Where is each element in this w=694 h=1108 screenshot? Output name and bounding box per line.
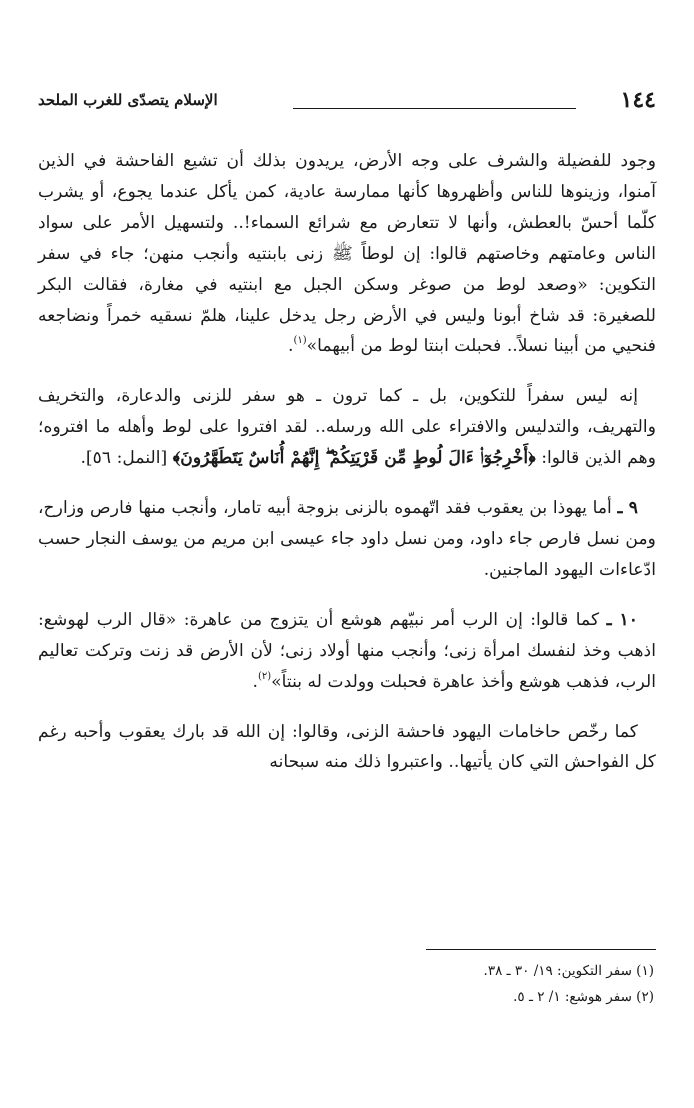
header-rule [293, 108, 576, 109]
body-text [38, 146, 656, 778]
numbered-paragraph [38, 605, 656, 698]
paragraph-text: وجود للفضيلة والشرف على وجه الأرض، يريدون بذلك أن تشيع الفاحشة في الذين آمنوا، وزينوها للناس وأظهروها كأنها ممارسة عادية، كمن يأكل عندما يجوع، أو يشرب كلّما أحسّ بالعطش، وأنها لا تتعارض مع شرائع السماء!.. ولتسهيل الأمر على سواد الناس وعامتهم وخاصتهم قالوا: إن لوطاً ﷺ زنى بابنتيه وأنجب منهن؛ جاء في سفر التكوين: «وصعد لوط من صوغر وسكن الجبل مع ابنتيه في مغارة، فقالت البكر للصغيرة: قد شاخ أبونا وليس في الأرض رجل يدخل علينا، هلمّ نسقيه خمراً ونضاجعه فنحيي من أبينا نسلاً.. فحبلت ابنتا لوط من أبيهما» [38, 151, 656, 357]
paragraph [38, 717, 656, 779]
paragraph [38, 146, 656, 362]
footnote: (١) سفر التكوين: ١٩/ ٣٠ ـ ٣٨. [483, 963, 654, 979]
footnote: (٢) سفر هوشع: ١/ ٢ ـ ٥. [513, 989, 654, 1005]
page-number: ١٤٤ [620, 87, 656, 113]
page-header [38, 86, 656, 114]
numbered-paragraph [38, 493, 656, 586]
footnote-ref: (٢) [257, 670, 272, 682]
running-title: الإسلام يتصدّى للغرب الملحد [38, 91, 218, 109]
paragraph-text: كما رخّص حاخامات اليهود فاحشة الزنى، وقالوا: إن الله قد بارك يعقوب وأحبه رغم كل الفواحش التي كان يأتيها.. واعتبروا ذلك منه سبحانه [38, 721, 656, 773]
paragraph-text: إنه ليس سفراً للتكوين، بل ـ كما ترون ـ هو سفر للزنى والدعارة، والتخريف والتهريف، والتدليس والافتراء على الله ورسله.. لقد افتروا على لوط وأهله ما افتروه؛ وهم الذين قالوا: [38, 386, 656, 469]
paragraph-end: . [287, 336, 294, 357]
paragraph-text: كما قالوا: إن الرب أمر نبيّهم هوشع أن يتزوج من عاهرة: «قال الرب لهوشع: اذهب وخذ لنفسك امرأة زنى؛ وأنجب منها أولاد زنى؛ لأن الأرض قد زنت وتركت تعاليم الرب، فذهب هوشع وأخذ عاهرة فحبلت وولدت له بنتاً» [38, 609, 656, 692]
item-number: ٩ ـ [617, 498, 638, 519]
footnotes [38, 958, 654, 1010]
footnote-rule [426, 949, 656, 950]
paragraph-end: . [252, 671, 258, 692]
footnote-ref: (١) [293, 335, 307, 347]
item-number: ١٠ ـ [606, 609, 638, 630]
paragraph [38, 381, 656, 474]
paragraph-end: [النمل: ٥٦]. [80, 448, 173, 469]
paragraph-text: أما يهوذا بن يعقوب فقد اتّهموه بالزنى بزوجة أبيه تامار، وأنجب منها فارص وزارح، ومن نسل فارص جاء داود، ومن نسل داود جاء عيسى ابن مريم من يوسف النجار حسب ادّعاءات اليهود الماجنين. [38, 498, 656, 580]
quran-verse: ﴿أَخْرِجُوٓا۟ ءَالَ لُوطٍ مِّن قَرْيَتِكُمْ ۖ إِنَّهُمْ أُنَاسٌ يَتَطَهَّرُونَ﴾ [172, 448, 536, 469]
